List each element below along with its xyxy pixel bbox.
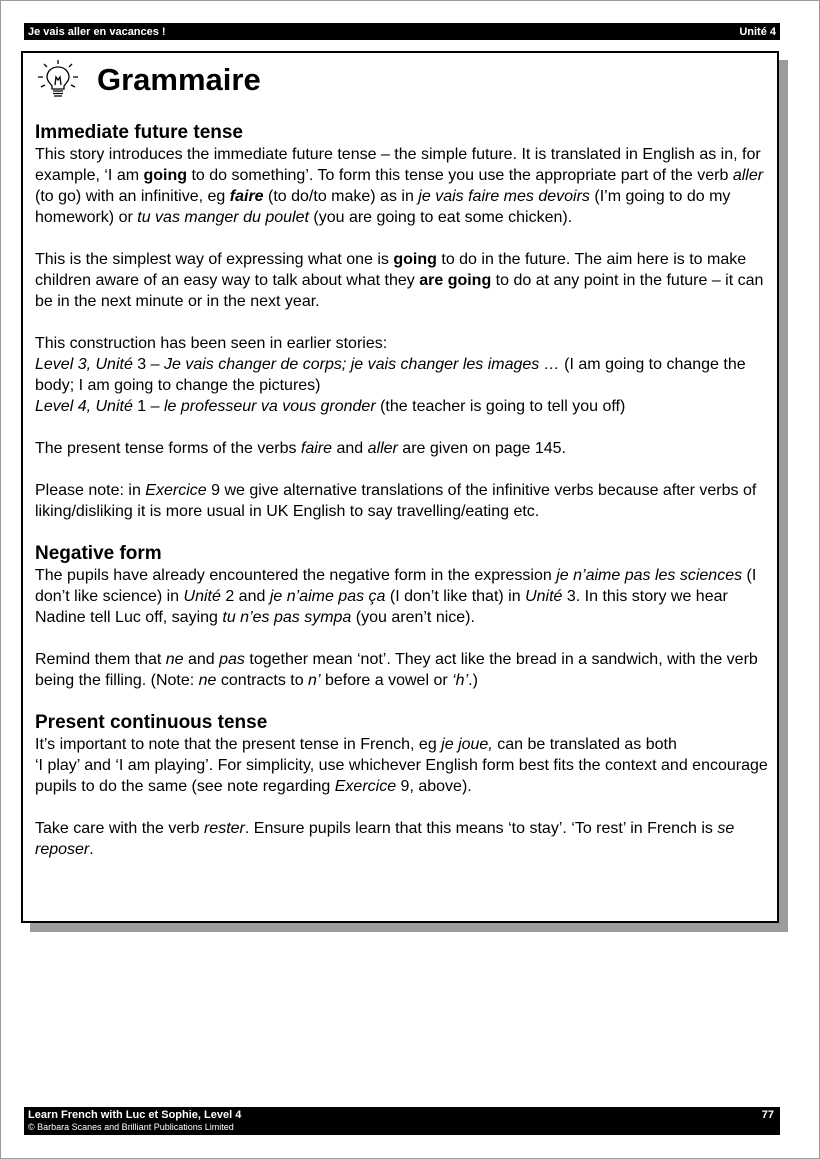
paragraph: The present tense forms of the verbs faire and aller are given on page 145.: [35, 440, 566, 457]
copyright: © Barbara Scanes and Brilliant Publications Limited: [28, 1122, 234, 1132]
book-title: Learn French with Luc et Sophie, Level 4: [28, 1109, 242, 1121]
unit-title: Je vais aller en vacances !: [28, 25, 166, 38]
footer-bar: [24, 1107, 780, 1135]
section-heading: Negative form: [35, 543, 162, 564]
unit-number: Unité 4: [739, 25, 776, 38]
section-heading: Immediate future tense: [35, 122, 243, 143]
page-title: Grammaire: [97, 62, 261, 97]
header-bar: [24, 23, 780, 40]
grammar-panel: [21, 51, 779, 923]
paragraph: This story introduces the immediate future tense – the simple future. It is translated in English as in, for example, ‘I am going to do something’. To form this tense you use the appropriate part of the verb aller (to go) with an infinitive, eg faire (to do/to make) as in je vais faire mes devoirs (I’m going to do my homework) or tu vas manger du poulet (you are going to eat some chicken).: [35, 146, 764, 226]
paragraph: This is the simplest way of expressing what one is going to do in the future. The aim here is to make children aware of an easy way to talk about what they are going to do at any point in the future – it can be in the next minute or in the next year.: [35, 251, 764, 310]
lightbulb-icon: [35, 59, 81, 99]
paragraph: Take care with the verb rester. Ensure pupils learn that this means ‘to stay’. ‘To rest’ in French is se reposer.: [35, 820, 735, 858]
section-heading: Present continuous tense: [35, 712, 268, 733]
paragraph: This construction has been seen in earlier stories: Level 3, Unité 3 – Je vais changer de corps; je vais changer les images … (I am going to change the body; I am going to change the pictures) Level 4, Unité 1 – le professeur va vous gronder (the teacher is going to tell you off): [35, 335, 746, 415]
panel-header: [35, 59, 261, 99]
paragraph: Please note: in Exercice 9 we give alternative translations of the infinitive verbs because after verbs of liking/disliking it is more usual in UK English to say travelling/eating etc.: [35, 482, 757, 520]
grammar-content: [35, 121, 770, 860]
paragraph: Remind them that ne and pas together mean ‘not’. They act like the bread in a sandwich, with the verb being the filling. (Note: ne contracts to n’ before a vowel or ‘h’.): [35, 651, 758, 689]
page-number: 77: [761, 1109, 774, 1121]
paragraph: It’s important to note that the present tense in French, eg je joue, can be translated as both ‘I play’ and ‘I am playing’. For simplicity, use whichever English form best fits the context and encourage pupils to do the same (see note regarding Exercice 9, above).: [35, 736, 768, 795]
paragraph: The pupils have already encountered the negative form in the expression je n’aime pas les sciences (I don’t like science) in Unité 2 and je n’aime pas ça (I don’t like that) in Unité 3. In this story we hear Nadine tell Luc off, saying tu n’es pas sympa (you aren’t nice).: [35, 567, 757, 626]
